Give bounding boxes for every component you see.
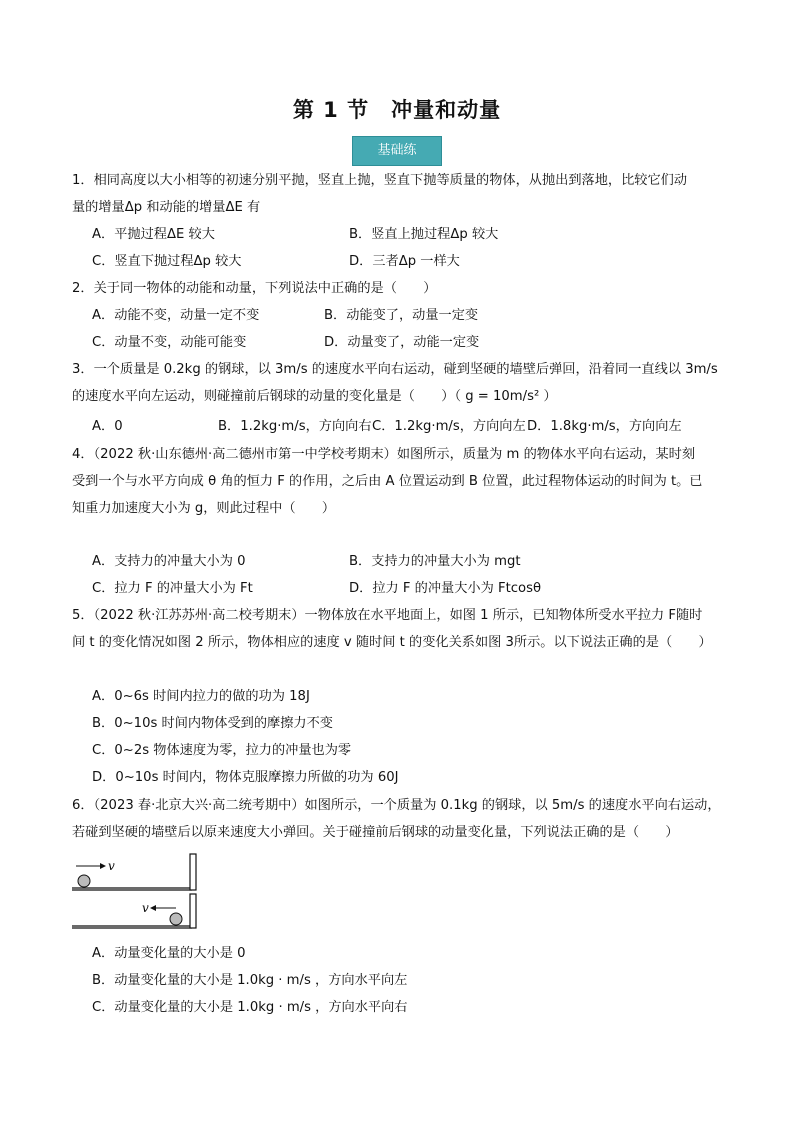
ball-icon [170,913,182,925]
q3-option-c: C．1.2kg·m/s，方向向左 [372,419,526,434]
velocity-label-top: v [108,859,115,873]
q1-option-a: A．平抛过程ΔE 较大 [92,227,215,242]
q4-stem-line3: 知重力加速度大小为 g，则此过程中（ ） [72,501,336,516]
q6-option-c: C．动量变化量的大小是 1.0kg · m/s ，方向水平向右 [92,1000,408,1015]
section-badge: 基础练 [352,136,442,166]
ball-wall-figure [72,850,204,932]
q2-option-b: B．动能变了，动量一定变 [324,308,479,323]
page-title: 第 1 节 冲量和动量 [292,98,502,122]
q3-option-a: A．0 [92,419,123,434]
q5-stem-line1: 5．（2022 秋·江苏苏州·高二校考期末）一物体放在水平地面上，如图 1 所示，已知物体所受水平拉力 F随时 [72,608,703,623]
q6-option-a: A．动量变化量的大小是 0 [92,946,246,961]
q1-stem-line1: 1．相同高度以大小相等的初速分别平抛，竖直上抛，竖直下抛等质量的物体，从抛出到落地，比较它们动 [72,173,688,188]
q5-option-d: D．0~10s 时间内，物体克服摩擦力所做的功为 60J [92,770,399,785]
q1-option-b: B．竖直上抛过程Δp 较大 [349,227,499,242]
q6-stem-line1: 6．（2023 春·北京大兴·高二统考期中）如图所示，一个质量为 0.1kg 的钢球，以 5m/s 的速度水平向右运动， [72,798,721,813]
q5-option-a: A．0~6s 时间内拉力的做的功为 18J [92,689,310,704]
q5-stem-line2: 间 t 的变化情况如图 2 所示，物体相应的速度 v 随时间 t 的变化关系如图 3所示。以下说法正确的是（ ） [72,635,712,650]
q1-option-d: D．三者Δp 一样大 [349,254,460,269]
q5-option-c: C．0~2s 物体速度为零，拉力的冲量也为零 [92,743,352,758]
q5-option-b: B．0~10s 时间内物体受到的摩擦力不变 [92,716,333,731]
q3-option-b: B．1.2kg·m/s，方向向右 [218,419,372,434]
q4-option-a: A．支持力的冲量大小为 0 [92,554,246,569]
q4-option-d: D．拉力 F 的冲量大小为 Ftcosθ [349,581,542,596]
q6-option-b: B．动量变化量的大小是 1.0kg · m/s ，方向水平向左 [92,973,408,988]
q2-option-d: D．动量变了，动能一定变 [324,335,480,350]
q2-option-a: A．动能不变，动量一定不变 [92,308,260,323]
q2-stem: 2．关于同一物体的动能和动量，下列说法中正确的是（ ） [72,281,437,296]
ball-icon [78,875,90,887]
q4-option-c: C．拉力 F 的冲量大小为 Ft [92,581,253,596]
q1-stem-line2: 量的增量Δp 和动能的增量ΔE 有 [72,200,261,215]
figure-top-scene [72,854,196,890]
q3-stem-line2: 的速度水平向左运动，则碰撞前后钢球的动量的变化量是（ ）（ g = 10m/s² ） [72,389,557,404]
velocity-label-bottom: v [142,901,149,915]
q4-option-b: B．支持力的冲量大小为 mgt [349,554,521,569]
q3-stem-line1: 3．一个质量是 0.2kg 的钢球，以 3m/s 的速度水平向右运动，碰到坚硬的墙壁后弹回，沿着同一直线以 3m/s [72,362,718,377]
q4-stem-line2: 受到一个与水平方向成 θ 角的恒力 F 的作用，之后由 A 位置运动到 B 位置，此过程物体运动的时间为 t。已 [72,474,703,489]
q1-option-c: C．竖直下抛过程Δp 较大 [92,254,242,269]
q3-option-d: D．1.8kg·m/s，方向向左 [527,419,682,434]
q6-stem-line2: 若碰到坚硬的墙壁后以原来速度大小弹回。关于碰撞前后钢球的动量变化量，下列说法正确的是（ ） [72,825,679,840]
q4-stem-line1: 4．（2022 秋·山东德州·高二德州市第一中学校考期末）如图所示，质量为 m 的物体水平向右运动，某时刻 [72,447,696,462]
q2-option-c: C．动量不变，动能可能变 [92,335,247,350]
figure-bottom-scene [72,894,196,928]
